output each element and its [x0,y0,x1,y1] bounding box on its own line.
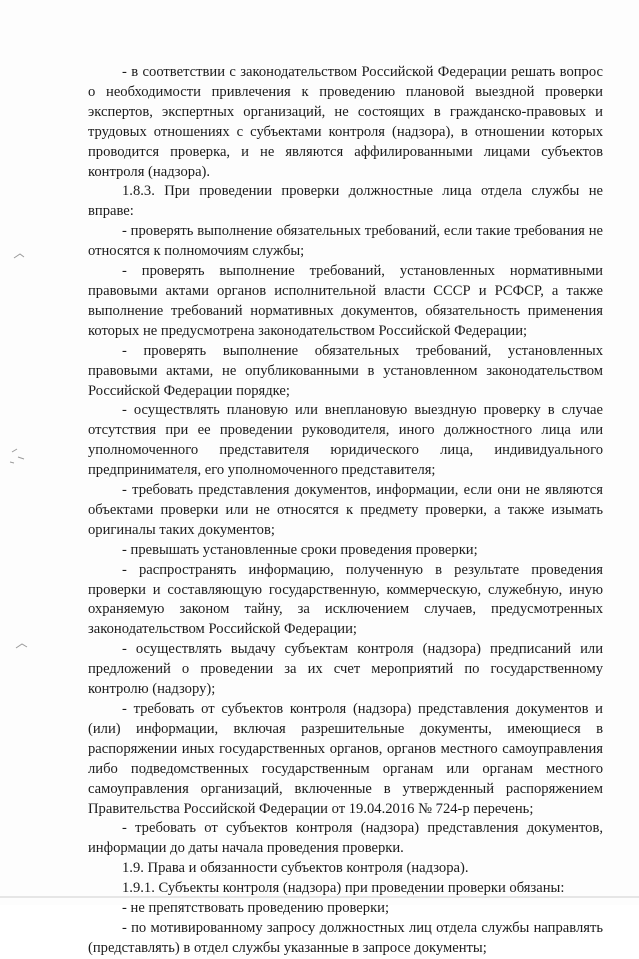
paragraph: - осуществлять выдачу субъектам контроля (надзора) предписаний или предложений о проведении за их счет мероприятий по государственному контролю (надзору); [88,641,603,698]
paragraph: - осуществлять плановую или внеплановую выездную проверку в случае отсутствия при ее проведении руководителя, иного должностного лица или уполномоченного представителя юридического лица, индивидуального предпринимателя, его уполномоченного представителя; [88,402,603,479]
paragraph: 1.9.1. Субъекты контроля (надзора) при проведении проверки обязаны: [122,880,565,897]
paragraph: - проверять выполнение обязательных требований, установленных правовыми актами, не опубликованными в установленном законодательством Российской Федерации порядке; [88,342,603,399]
document-body [88,63,603,959]
paragraph: 1.9. Права и обязанности субъектов контроля (надзора). [122,860,469,877]
scan-speck [14,254,24,258]
paragraph: 1.8.3. При проведении проверки должностные лица отдела службы не вправе: [88,183,603,220]
paragraph: - требовать от субъектов контроля (надзора) представления документов, информации до даты начала проведения проверки. [88,820,603,857]
paragraph: - превышать установленные сроки проведения проверки; [122,541,478,558]
paragraph: - проверять выполнение обязательных требований, если такие требования не относятся к полномочиям службы; [88,223,603,260]
paragraph: - требовать представления документов, информации, если они не являются объектами проверки или не относятся к предмету проверки, а также изымать оригиналы таких документов; [88,482,603,538]
paragraph: - требовать от субъектов контроля (надзора) представления документов и (или) информации, включая разрешительные документы, имеющиеся в распоряжении иных государственных органов, органов местного самоуправления либо подведомственных государственным органам или органам местного самоуправления организаций, включенные в утвержденный распоряжением Правительства Российской Федерации от 19.04.2016 № 724-р перечень; [88,701,603,817]
paragraph: - в соответствии с законодательством Российской Федерации решать вопрос о необходимости привлечения к проведению плановой выездной проверки экспертов, экспертных организаций, не состоящих в гражданско-правовых и трудовых отношениях с субъектами контроля (надзора), в отношении которых проводится проверка, и не являются аффилированными лицами субъектов контроля (надзора). [88,64,603,180]
paragraph: - по мотивированному запросу должностных лиц отдела службы направлять (представлять) в отдел службы указанные в запросе документы; [88,919,603,956]
paragraph: - не препятствовать проведению проверки; [122,900,390,917]
paragraph: - проверять выполнение требований, установленных нормативными правовыми актами органов исполнительной власти СССР и РСФСР, а также выполнение требований нормативных документов, обязательность применения которых не предусмотрена законодательством Российской Федерации; [88,263,603,339]
paragraph: - распространять информацию, полученную в результате проведения проверки и составляющую государственную, коммерческую, служебную, иную охраняемую законом тайну, за исключением случаев, предусмотренных законодательством Российской Федерации; [88,561,603,638]
scan-speck [16,644,27,648]
scan-speck [10,449,24,463]
